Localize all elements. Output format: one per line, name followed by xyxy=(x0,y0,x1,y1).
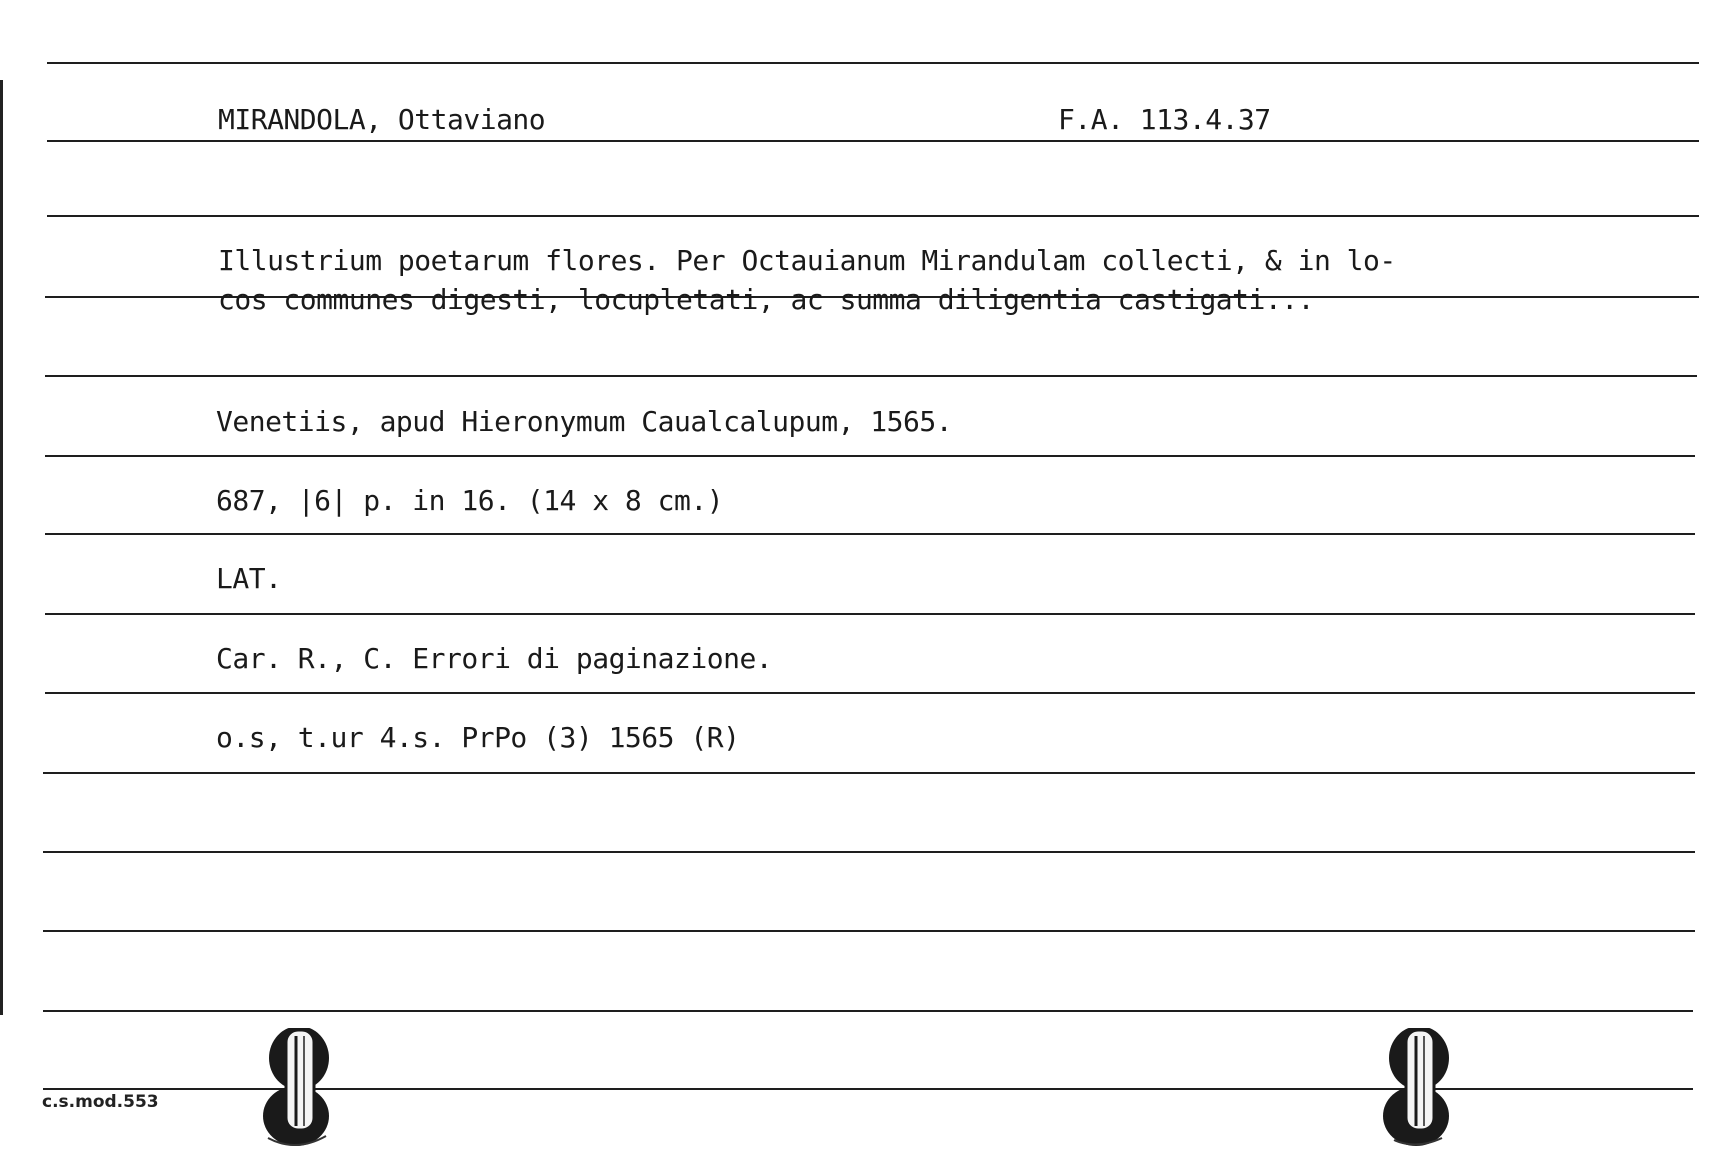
shelfmark: F.A. 113.4.37 xyxy=(1058,103,1271,136)
collation: 687, |6| p. in 16. (14 x 8 cm.) xyxy=(216,484,724,517)
ruled-line xyxy=(45,692,1695,694)
punch-hole-right xyxy=(1376,1028,1466,1153)
ruled-line xyxy=(45,533,1695,535)
ruled-line xyxy=(45,613,1695,615)
ruled-line xyxy=(47,140,1699,142)
notes: Car. R., C. Errori di paginazione. xyxy=(216,642,773,675)
punch-hole-left xyxy=(256,1028,346,1153)
ruled-line xyxy=(43,1010,1693,1012)
title-line-2: cos communes digesti, locupletati, ac summa diligentia castigati... xyxy=(218,283,1314,316)
ruled-line xyxy=(47,215,1699,217)
ruled-line xyxy=(43,930,1695,932)
ruled-line xyxy=(47,62,1699,64)
ruled-line xyxy=(45,455,1695,457)
imprint: Venetiis, apud Hieronymum Caualcalupum, 1565. xyxy=(216,405,953,438)
language: LAT. xyxy=(216,562,282,595)
card-left-edge xyxy=(0,80,3,1015)
form-code: c.s.mod.553 xyxy=(42,1092,159,1112)
ruled-line xyxy=(45,375,1697,377)
author-heading: MIRANDOLA, Ottaviano xyxy=(218,103,546,136)
title-line-1: Illustrium poetarum flores. Per Octauianum Mirandulam collecti, & in lo- xyxy=(218,244,1396,277)
ruled-line xyxy=(43,851,1695,853)
classification-codes: o.s, t.ur 4.s. PrPo (3) 1565 (R) xyxy=(216,721,740,754)
ruled-line xyxy=(43,772,1695,774)
